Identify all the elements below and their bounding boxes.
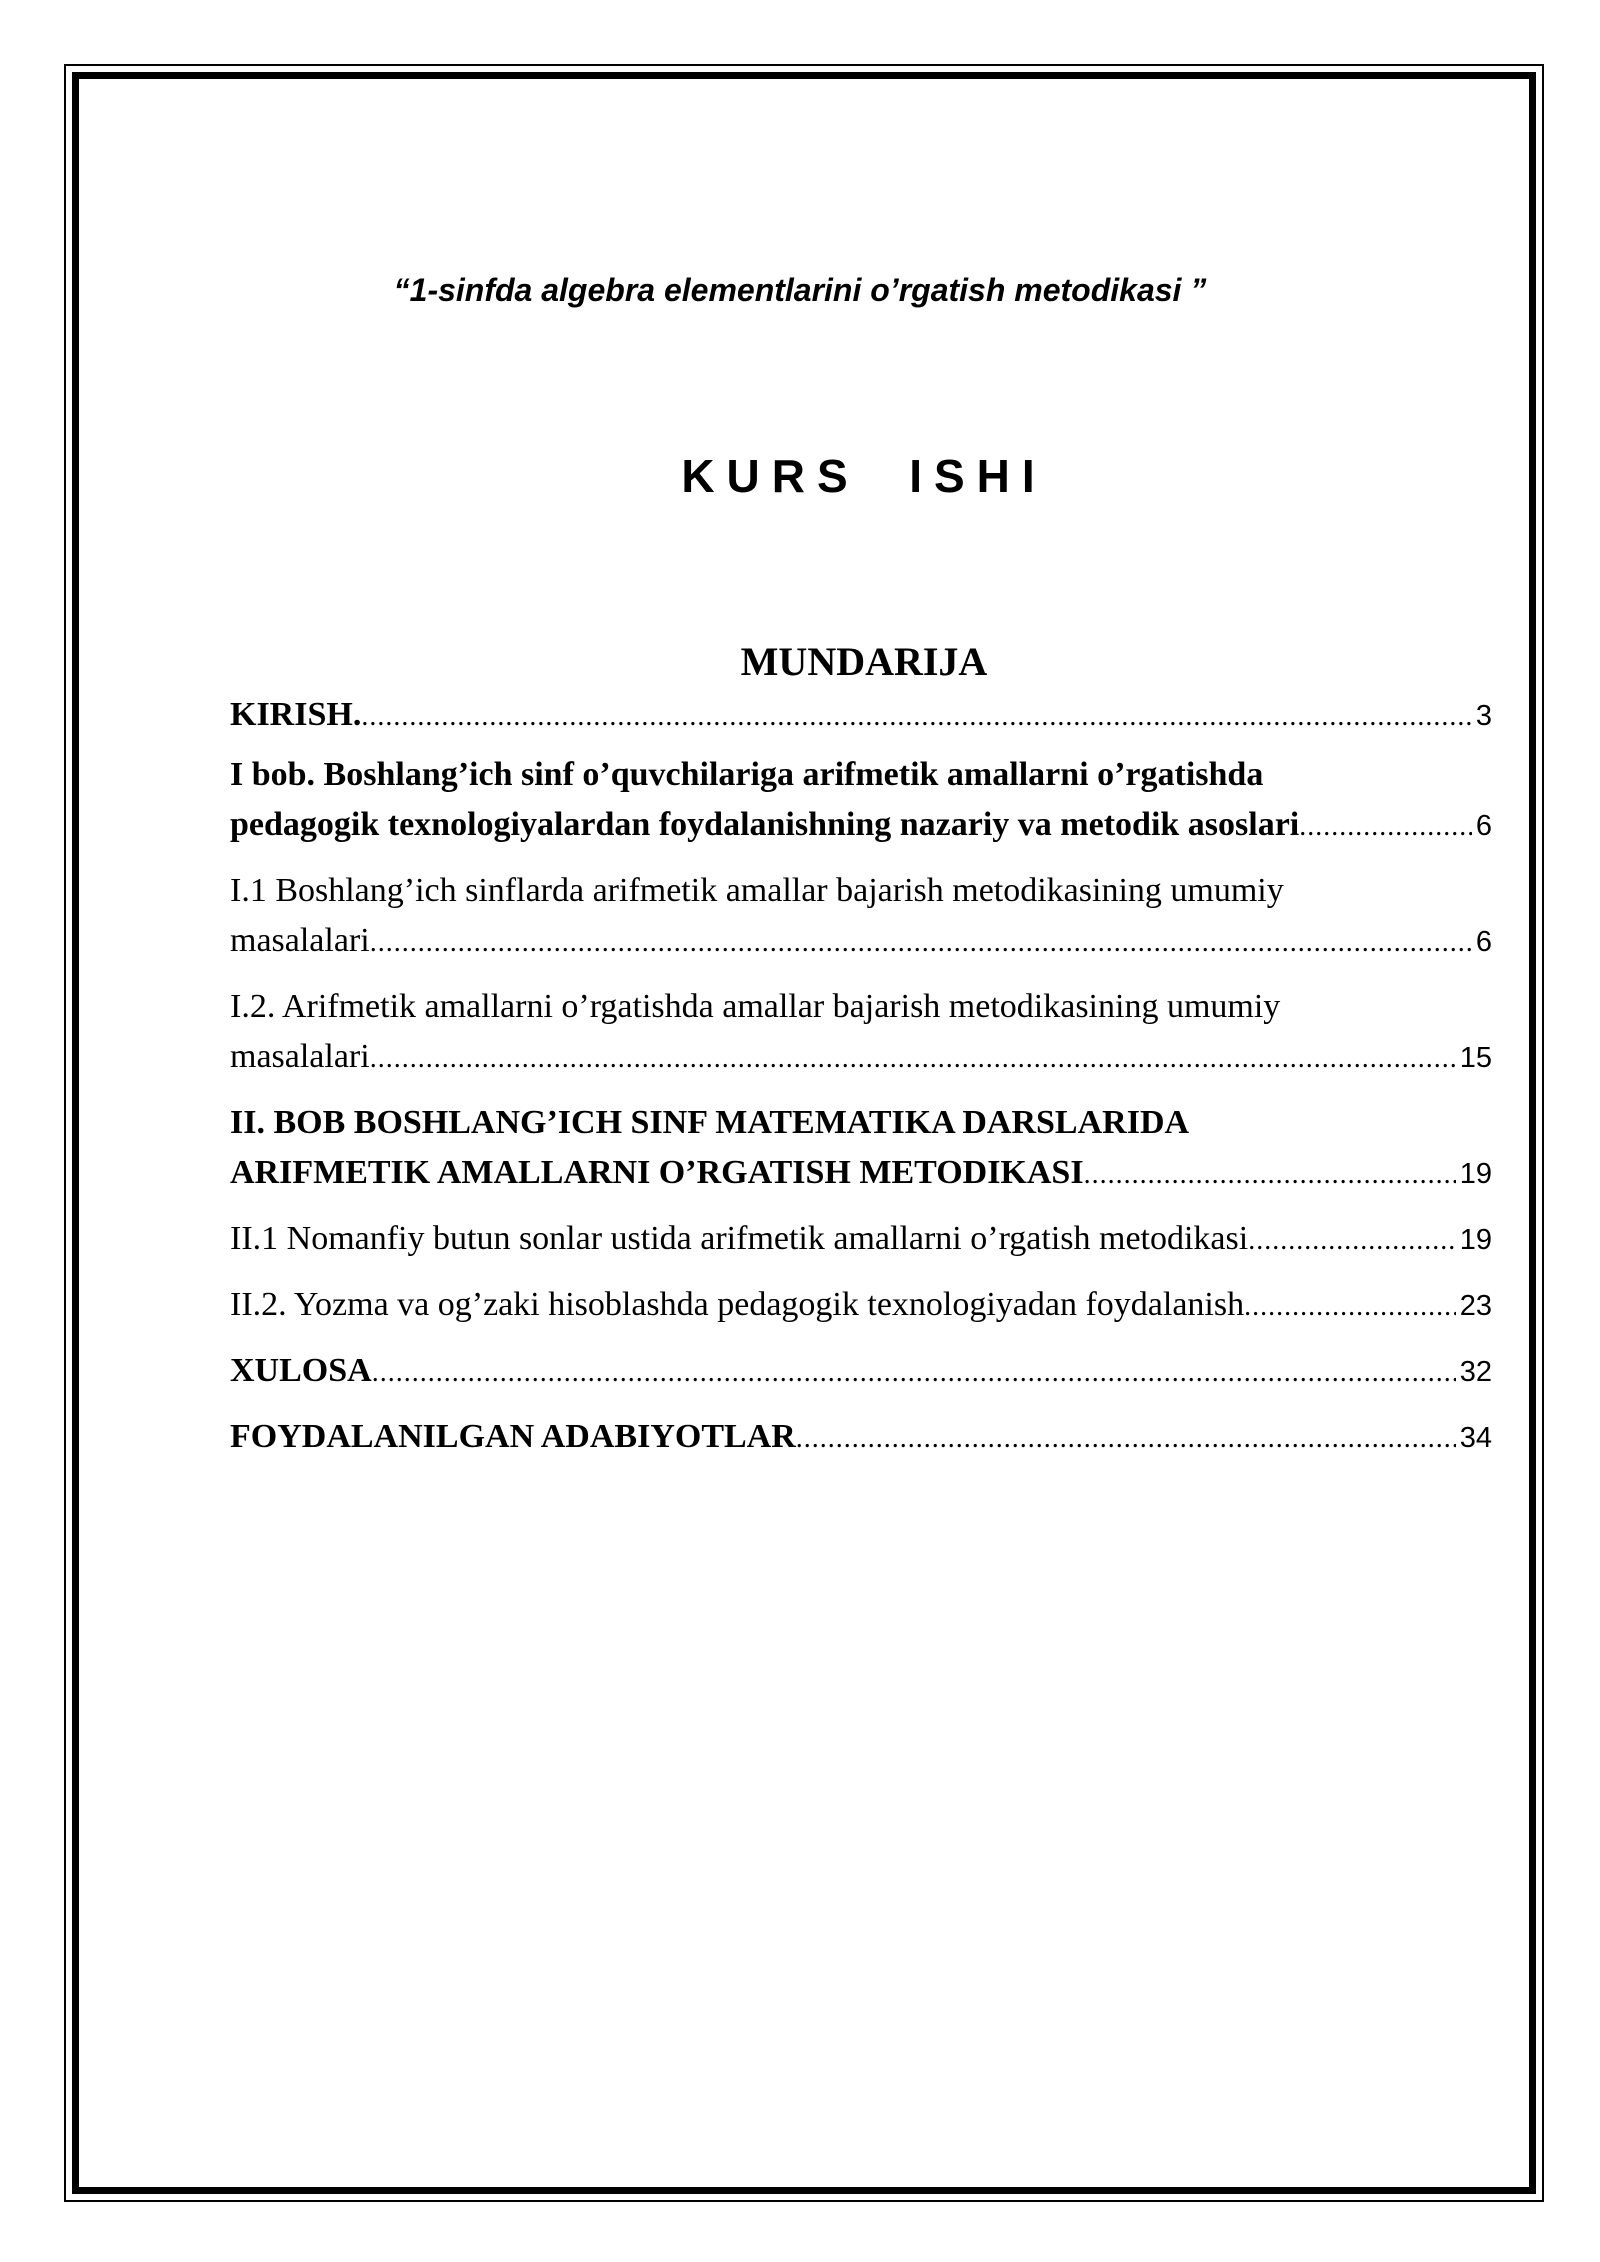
toc-page-number: 15 (1459, 1042, 1492, 1074)
toc-entry-final-line (230, 1412, 1492, 1464)
toc-entry-text-line: II. BOB BOSHLANG’ICH SINF MATEMATIKA DARSLARIDA (230, 1104, 1190, 1141)
toc-entry-title: ARIFMETIK AMALLARNI O’RGATISH METODIKASI (230, 1154, 1084, 1191)
toc-dot-leader (370, 918, 1472, 968)
toc-dot-leader (1248, 1216, 1456, 1266)
toc-entry-title: II.1 Nomanfiy butun sonlar ustida arifmetik amallarni o’rgatish metodikasi (230, 1220, 1249, 1257)
table-of-contents-title: MUNDARIJA (740, 639, 988, 684)
toc-entry-title: II.2. Yozma va og’zaki hisoblashda pedagogik texnologiyadan foydalanish (230, 1286, 1245, 1323)
toc-page-number: 6 (1475, 926, 1492, 958)
document-topic: “1-sinfda algebra elementlarini o’rgatish metodikasi ” (393, 272, 1207, 308)
toc-entry-title: masalalari (230, 1038, 370, 1075)
toc-dot-leader (361, 692, 1472, 742)
toc-entry[interactable] (230, 690, 1492, 742)
toc-entry-final-line (230, 916, 1492, 968)
toc-entry-text-line: I.1 Boshlang’ich sinflarda arifmetik amallar bajarish metodikasining umumiy (230, 872, 1284, 909)
toc-page-number: 34 (1459, 1422, 1492, 1454)
toc-entry-title: XULOSA (230, 1352, 372, 1389)
toc-page-number: 23 (1459, 1290, 1492, 1322)
toc-dot-leader (1084, 1150, 1456, 1200)
table-of-contents (230, 690, 1492, 1478)
toc-entry[interactable] (230, 1412, 1492, 1464)
toc-dot-leader (796, 1414, 1456, 1464)
toc-entry-title: FOYDALANILGAN ADABIYOTLAR (230, 1418, 796, 1455)
toc-entry-final-line (230, 1032, 1492, 1084)
toc-entry-final-line (230, 1346, 1492, 1398)
toc-entry[interactable] (230, 866, 1492, 968)
toc-entry-text-line: I bob. Boshlang’ich sinf o’quvchilariga arifmetik amallarni o’rgatishda (230, 756, 1264, 793)
toc-entry-final-line (230, 800, 1492, 852)
toc-page-number: 19 (1459, 1158, 1492, 1190)
toc-entry[interactable] (230, 982, 1492, 1084)
toc-entry[interactable] (230, 750, 1492, 852)
toc-entry-text-line: I.2. Arifmetik amallarni o’rgatishda amallar bajarish metodikasining umumiy (230, 988, 1281, 1025)
toc-entry[interactable] (230, 1346, 1492, 1398)
toc-entry-title: masalalari (230, 922, 370, 959)
toc-dot-leader (370, 1034, 1456, 1084)
toc-entry-final-line (230, 1148, 1492, 1200)
toc-entry-final-line (230, 690, 1492, 742)
toc-entry-title: pedagogik texnologiyalardan foydalanishning nazariy va metodik asoslari (230, 806, 1300, 843)
toc-page-number: 6 (1475, 810, 1492, 842)
toc-page-number: 19 (1459, 1224, 1492, 1256)
toc-entry[interactable] (230, 1098, 1492, 1200)
toc-page-number: 3 (1475, 700, 1492, 732)
toc-dot-leader (1244, 1282, 1456, 1332)
toc-dot-leader (1299, 802, 1472, 852)
toc-entry-final-line (230, 1214, 1492, 1266)
toc-dot-leader (372, 1348, 1456, 1398)
toc-entry[interactable] (230, 1280, 1492, 1332)
toc-entry[interactable] (230, 1214, 1492, 1266)
toc-page-number: 32 (1459, 1356, 1492, 1388)
document-type-title: KURS ISHI (681, 450, 1047, 502)
toc-entry-final-line (230, 1280, 1492, 1332)
toc-entry-title: KIRISH. (230, 696, 362, 733)
